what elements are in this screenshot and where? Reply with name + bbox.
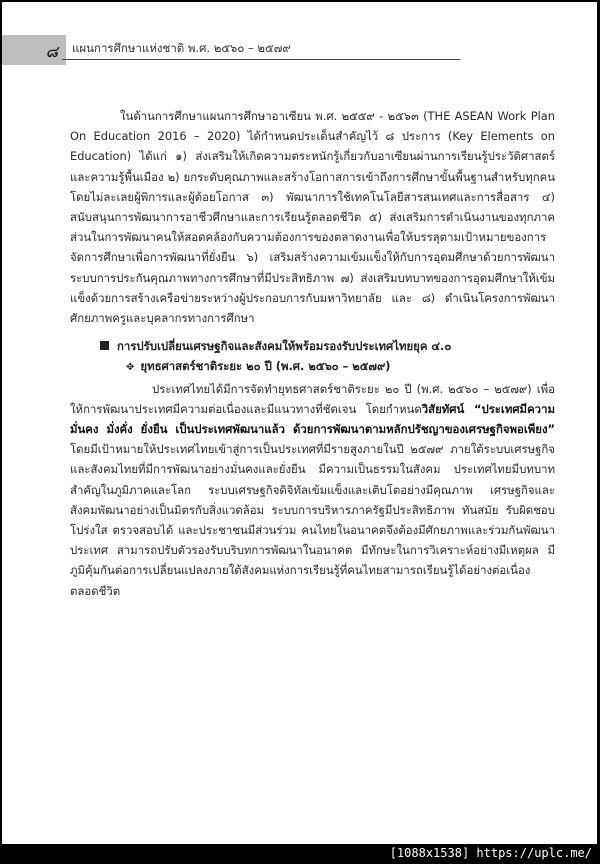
section-heading-text: การปรับเปลี่ยนเศรษฐกิจและสังคมให้พร้อมรองรับประเทศไทยยุค ๔.๐ [117, 339, 452, 354]
square-bullet-icon [100, 341, 109, 350]
paragraph-asean-plan: ในด้านการศึกษาแผนการศึกษาอาเซียน พ.ศ. ๒๕๕๙ - ๒๕๖๓ (THE ASEAN Work Plan On Education 2016 – 2020) ได้กำหนดประเด็นสำคัญไว้ ๘ ประการ (Key Elements on Education) ได้แก่ ๑) ส่งเสริมให้เกิดความตระหนักรู้เกี่ยวกับอาเซียนผ่านการเรียนรู้ประวัติศาสตร์และความรู้พื้นเมือง ๒) ยกระดับคุณภาพและสร้างโอกาสการเข้าถึงการศึกษาขั้นพื้นฐานสำหรับทุกคน โดยไม่ละเลยผู้พิการและผู้ด้อยโอกาส ๓) พัฒนาการใช้เทคโนโลยีสารสนเทศและการสื่อสาร ๔) สนับสนุนการพัฒนาการอาชีวศึกษาและการเรียนรู้ตลอดชีวิต ๕) ส่งเสริมการดำเนินงานของทุกภาคส่วนในการพัฒนาคนให้สอดคล้องกับความต้องการของตลาดงานเพื่อให้บรรลุตามเป้าหมายของการจัดการศึกษาเพื่อการพัฒนาที่ยั่งยืน ๖) เสริมสร้างความเข้มแข็งให้กับการอุดมศึกษาด้วยการพัฒนาระบบการประกันคุณภาพทางการศึกษาที่มีประสิทธิภาพ ๗) ส่งเสริมบทบาทของการอุดมศึกษาให้เข้มแข็งด้วยการสร้างเครือข่ายระหว่างผู้ประกอบการกับมหาวิทยาลัย และ ๘) ดำเนินโครงการพัฒนาศักยภาพครูและบุคลากรทางการศึกษา [70, 109, 555, 326]
document-page [2, 2, 597, 844]
four-petal-bullet-icon: ✥ [126, 362, 135, 374]
header-rule [62, 59, 460, 60]
paragraph-national-strategy [70, 379, 555, 601]
page-number-block [2, 35, 66, 65]
vision-statement: วิสัยทัศน์ “ประเทศมีความมั่นคง มั่งคั่ง ยั่งยืน เป็นประเทศพัฒนาแล้ว ด้วยการพัฒนาตามหลักปรัชญาของเศรษฐกิจพอเพียง” [70, 401, 555, 437]
body-text [70, 106, 555, 601]
subsection-heading-text: ยุทธศาสตร์ชาติระยะ ๒๐ ปี (พ.ศ. ๒๕๖๐ – ๒๕๗๙) [140, 359, 391, 374]
strategy-intro-text: ประเทศไทยได้มีการจัดทำยุทธศาสตร์ชาติระยะ ๒๐ ปี (พ.ศ. ๒๕๖๐ – ๒๕๗๙) เพื่อให้การพัฒนาประเทศมีความต่อเนื่องและมีแนวทางที่ชัดเจน โดยกำหนด [70, 381, 555, 416]
image-watermark: [1088x1538] https://uplc.me/ [389, 846, 592, 860]
page-number: ๘ [45, 42, 58, 61]
subsection-heading [70, 356, 555, 378]
strategy-body-text: โดยมีเป้าหมายให้ประเทศไทยเข้าสู่การเป็นประเทศที่มีรายสูงภายในปี ๒๕๗๙ ภายใต้ระบบเศรษฐกิจและสังคมไทยที่มีการพัฒนาอย่างมั่นคงและยั่งยืน มีความเป็นธรรมในสังคม ประเทศไทยมีบทบาทสำคัญในภูมิภาคและโลก ระบบเศรษฐกิจดิจิทัลเข้มแข็งและเติบโตอย่างมีคุณภาพ เศรษฐกิจและสังคมพัฒนาอย่างเป็นมิตรกับสิ่งแวดล้อม ระบบการบริหารภาครัฐมีประสิทธิภาพ ทันสมัย รับผิดชอบ โปร่งใส ตรวจสอบได้ และประชาชนมีส่วนร่วม คนไทยในอนาคตจึงต้องมีศักยภาพและร่วมกันพัฒนาประเทศ สามารถปรับตัวรองรับบริบทการพัฒนาในอนาคต มีทักษะในการวิเคราะห์อย่างมีเหตุผล มีภูมิคุ้มกันต่อการเปลี่ยนแปลงภายใต้สังคมแห่งการเรียนรู้ที่คนไทยสามารถเรียนรู้ได้อย่างต่อเนื่องตลอดชีวิต [70, 442, 555, 598]
section-heading [70, 336, 555, 356]
running-header-title: แผนการศึกษาแห่งชาติ พ.ศ. ๒๕๖๐ – ๒๕๗๙ [72, 41, 291, 55]
